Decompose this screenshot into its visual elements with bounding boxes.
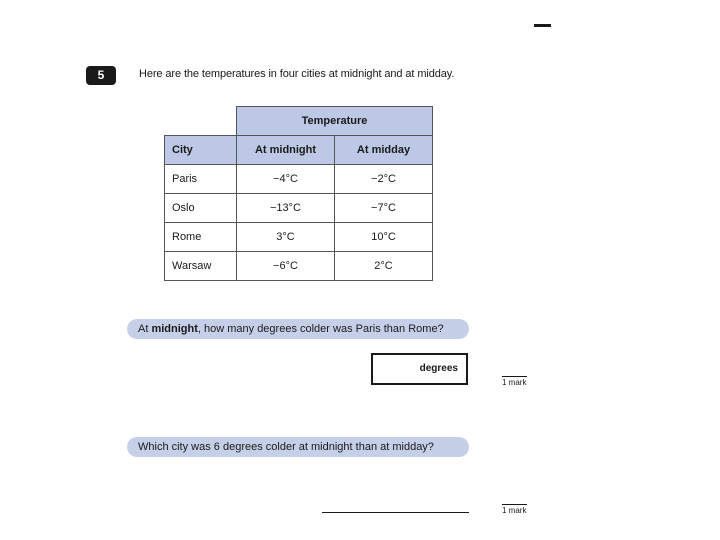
header-midday: At midday [335,136,433,165]
city-answer-line[interactable] [322,512,469,513]
table-group-header-row [165,107,433,136]
table-header-row [165,136,433,165]
city-cell: Warsaw [165,252,237,281]
midnight-cell: −6°C [237,252,335,281]
table-row [165,223,433,252]
question-number-badge: 5 [86,66,116,85]
table-row [165,252,433,281]
part-b-mark: 1 mark [502,506,527,515]
table-blank-corner [165,107,237,136]
city-cell: Oslo [165,194,237,223]
city-cell: Paris [165,165,237,194]
temperature-table [164,106,433,281]
part-a-prompt [127,319,469,339]
midday-cell: −7°C [335,194,433,223]
table-group-header: Temperature [237,107,433,136]
midnight-cell: −4°C [237,165,335,194]
city-cell: Rome [165,223,237,252]
corner-dash [534,24,551,27]
midnight-cell: 3°C [237,223,335,252]
answer-unit-label: degrees [419,363,458,374]
table-row [165,165,433,194]
midday-cell: −2°C [335,165,433,194]
midday-cell: 2°C [335,252,433,281]
table-row [165,194,433,223]
degrees-answer-box[interactable] [371,353,468,385]
part-a-suffix: , how many degrees colder was Paris than Rome? [197,323,444,335]
header-midnight: At midnight [237,136,335,165]
midday-cell: 10°C [335,223,433,252]
question-intro: Here are the temperatures in four cities at midnight and at midday. [139,68,455,80]
midnight-cell: −13°C [237,194,335,223]
part-a-prefix: At [138,323,152,335]
part-a-mark: 1 mark [502,378,527,387]
part-b-prompt: Which city was 6 degrees colder at midnight than at midday? [127,437,469,457]
header-city: City [165,136,237,165]
part-a-bold: midnight [151,323,198,335]
